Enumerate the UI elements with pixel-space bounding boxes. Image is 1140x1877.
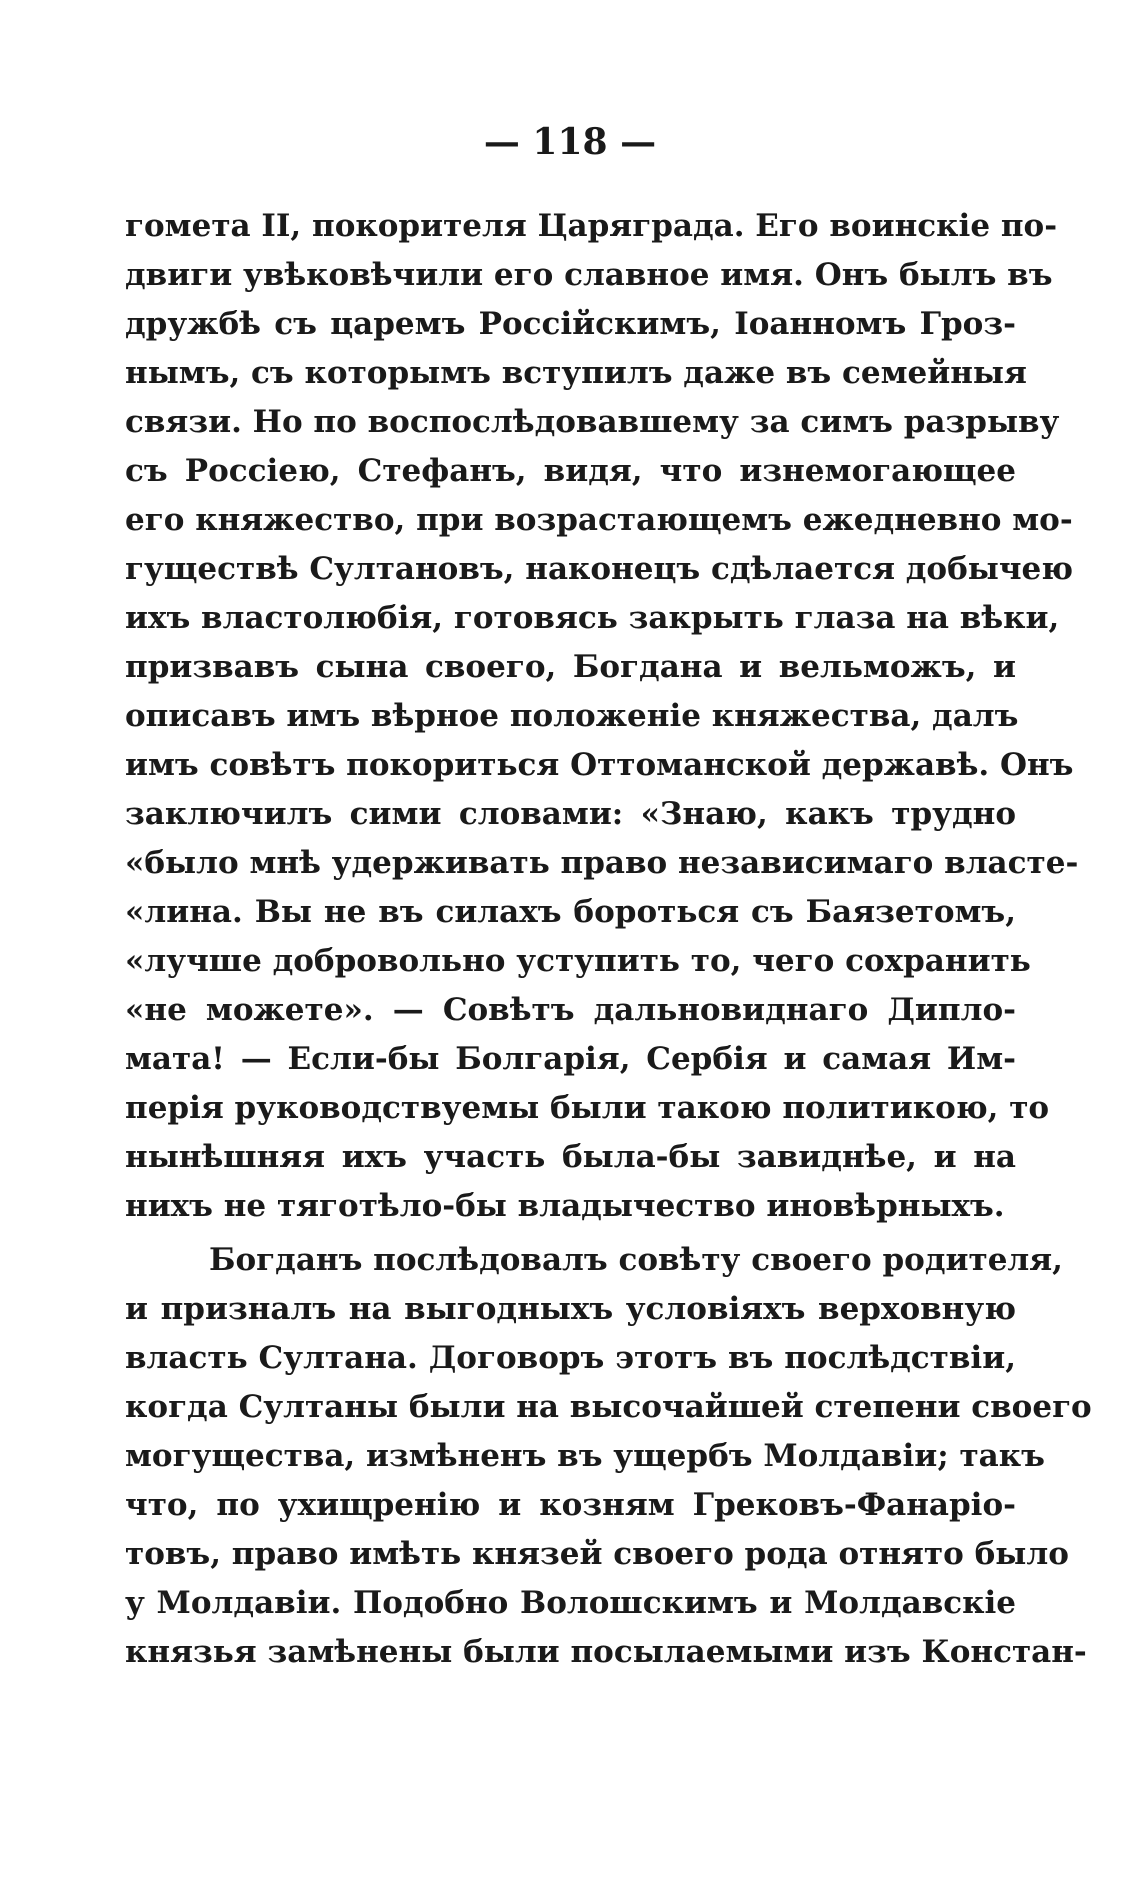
text-line: его княжество, при возрастающемъ ежедневно мо- — [125, 502, 1073, 538]
text-line: и призналъ на выгодныхъ условіяхъ верховную — [125, 1291, 1016, 1327]
text-line: «лучше добровольно уступить то, чего сохранить — [125, 943, 1031, 979]
text-line: нынѣшняя ихъ участь была-бы завиднѣе, и на — [125, 1139, 1016, 1175]
text-line: связи. Но по воспослѣдовавшему за симъ разрыву — [125, 404, 1060, 440]
text-line: «не можете». — Совѣтъ дальновиднаго Дипло- — [125, 992, 1016, 1028]
text-line: двиги увѣковѣчили его славное имя. Онъ былъ въ — [125, 257, 1053, 293]
text-line: гуществѣ Султановъ, наконецъ сдѣлается добычею — [125, 551, 1074, 587]
paragraph-1 — [125, 202, 1079, 1231]
text-line: могущества, измѣненъ въ ущербъ Молдавіи; такъ — [125, 1438, 1045, 1474]
text-line: Богданъ послѣдовалъ совѣту своего родителя, — [209, 1242, 1063, 1278]
text-line: у Молдавіи. Подобно Волошскимъ и Молдавскіе — [125, 1585, 1016, 1621]
page-text — [125, 202, 1092, 1677]
text-line: нымъ, съ которымъ вступилъ даже въ семейныя — [125, 355, 1027, 391]
text-line: дружбѣ съ царемъ Россійскимъ, Іоанномъ Гроз- — [125, 306, 1016, 342]
page-number: — 118 — — [483, 121, 657, 163]
text-line: ихъ властолюбія, готовясь закрыть глаза на вѣки, — [125, 600, 1060, 636]
text-line: когда Султаны были на высочайшей степени своего — [125, 1389, 1092, 1425]
text-line: призвавъ сына своего, Богдана и вельможъ, и — [125, 649, 1016, 685]
text-line: описавъ имъ вѣрное положеніе княжества, далъ — [125, 698, 1019, 734]
text-line: мата! — Если-бы Болгарія, Сербія и самая Им- — [125, 1041, 1016, 1077]
text-line: «было мнѣ удерживать право независимаго власте- — [125, 845, 1079, 881]
text-line: что, по ухищренію и козням Грековъ-Фанаріо- — [125, 1487, 1016, 1523]
text-line: князья замѣнены были посылаемыми изъ Констан- — [125, 1634, 1087, 1670]
text-line: гомета II, покорителя Царяграда. Его воинскіе по- — [125, 208, 1058, 244]
text-line: перія руководствуемы были такою политикою, то — [125, 1090, 1050, 1126]
text-line: съ Россіею, Стефанъ, видя, что изнемогающее — [125, 453, 1016, 489]
text-line: «лина. Вы не въ силахъ бороться съ Баязетомъ, — [125, 894, 1016, 930]
text-line: заключилъ сими словами: «Знаю, какъ трудно — [125, 796, 1016, 832]
text-line: власть Султана. Договоръ этотъ въ послѣдствіи, — [125, 1340, 1016, 1376]
text-line: имъ совѣтъ покориться Оттоманской державѣ. Онъ — [125, 747, 1074, 783]
text-line: нихъ не тяготѣло-бы владычество иновѣрныхъ. — [125, 1188, 1005, 1224]
text-line: товъ, право имѣть князей своего рода отнято было — [125, 1536, 1069, 1572]
paragraph-2 — [125, 1236, 1092, 1677]
